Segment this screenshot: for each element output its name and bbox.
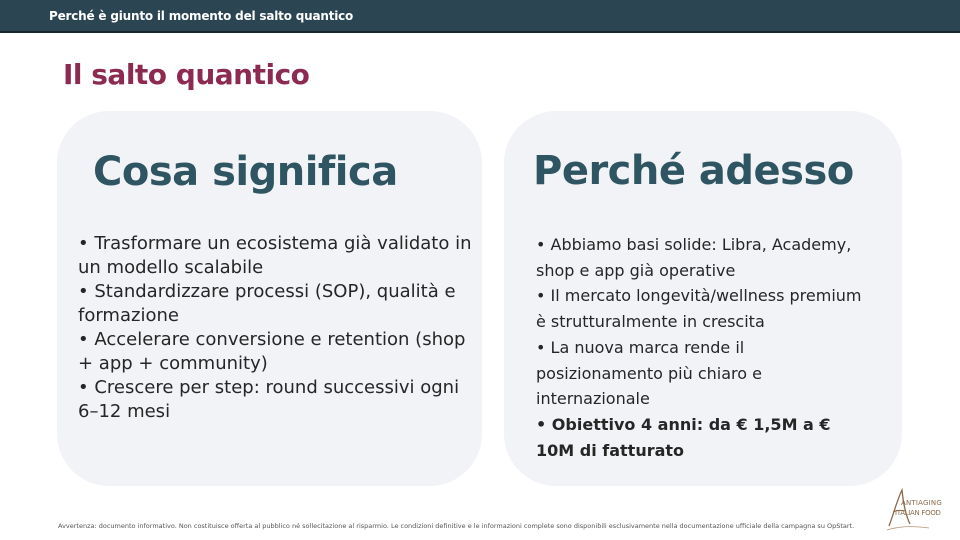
bullet-item: • Standardizzare processi (SOP), qualità e formazione bbox=[78, 281, 456, 326]
brand-logo bbox=[885, 486, 955, 536]
bullet-item: • Trasformare un ecosistema già validato in un modello scalabile bbox=[78, 233, 472, 278]
header-bar bbox=[0, 0, 960, 33]
bullet-item: • La nuova marca rende il posizionamento più chiaro e internazionale bbox=[536, 337, 762, 409]
slide-title: Il salto quantico bbox=[63, 58, 310, 91]
bullet-item: • Il mercato longevità/wellness premium è strutturalmente in crescita bbox=[536, 286, 862, 332]
logo-text-line1: ANTIAGING bbox=[901, 499, 942, 507]
bullet-item: • Abbiamo basi solide: Libra, Academy, shop e app già operative bbox=[536, 235, 852, 280]
card-perche-adesso bbox=[504, 111, 902, 486]
card-cosa-significa bbox=[57, 111, 482, 486]
header-title: Perché è giunto il momento del salto quantico bbox=[49, 9, 354, 23]
disclaimer-text: Avvertenza: documento informativo. Non costituisce offerta al pubblico né sollecitazione al risparmio. Le condizioni definitive e le informazioni complete sono disponibili esclusivamente nella documentazione ufficiale della campagna su OpStart. bbox=[58, 522, 855, 530]
bullet-list bbox=[78, 232, 473, 424]
card-heading: Cosa significa bbox=[93, 149, 398, 195]
bullet-item: • Crescere per step: round successivi ogni 6–12 mesi bbox=[78, 377, 460, 422]
logo-text-line2: ITALIAN FOOD bbox=[895, 509, 941, 517]
card-heading: Perché adesso bbox=[533, 148, 854, 194]
bullet-item-goal: • Obiettivo 4 anni: da € 1,5M a € 10M di fatturato bbox=[536, 414, 831, 460]
bullet-item: • Accelerare conversione e retention (shop + app + community) bbox=[78, 329, 466, 374]
bullet-list bbox=[536, 232, 866, 463]
